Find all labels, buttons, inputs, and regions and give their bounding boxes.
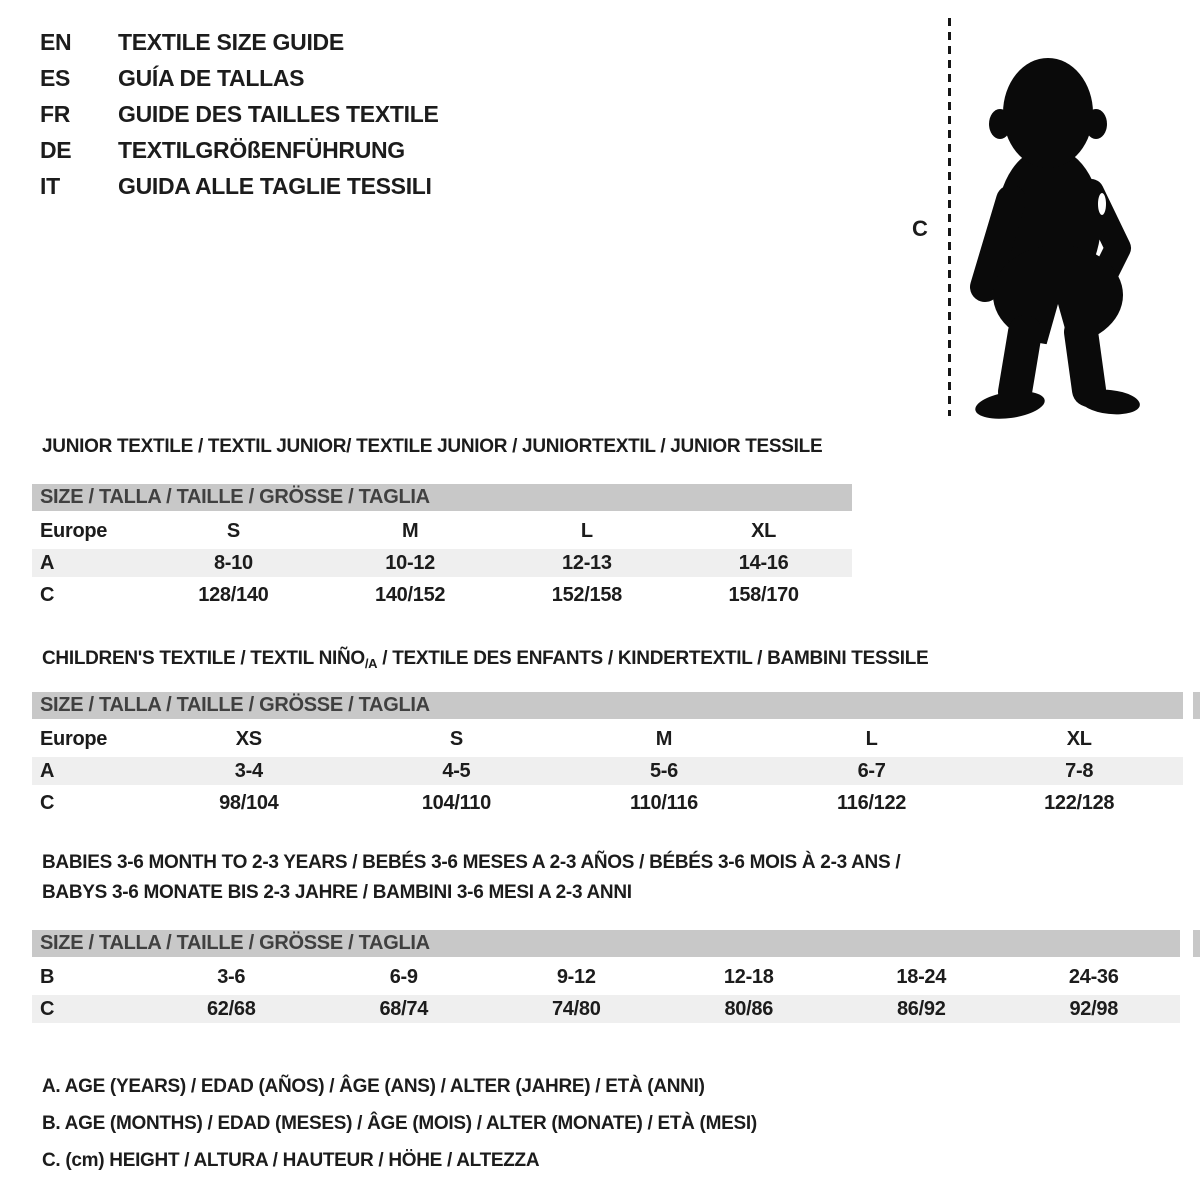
size-table-header: SIZE / TALLA / TAILLE / GRÖSSE / TAGLIA <box>32 484 852 511</box>
children-heading-sub: /A <box>364 656 378 671</box>
language-code: IT <box>40 172 60 199</box>
children-size-table <box>32 692 1183 817</box>
legend-line-c: C. (cm) HEIGHT / ALTURA / HAUTEUR / HÖHE / ALTEZZA <box>42 1150 540 1171</box>
value-cell: 10-12 <box>385 552 435 574</box>
value-cell: 4-5 <box>442 760 471 782</box>
size-cell: L <box>865 728 878 750</box>
value-cell: 128/140 <box>198 584 269 606</box>
table-row <box>32 725 1183 753</box>
language-title-list <box>40 24 439 204</box>
table-row <box>32 995 1180 1023</box>
size-cell: S <box>449 728 463 750</box>
table-row <box>32 963 1180 991</box>
row-label: A <box>40 760 55 782</box>
row-label: C <box>40 998 55 1020</box>
value-cell: 152/158 <box>551 584 622 606</box>
language-row <box>40 60 439 96</box>
measure-label-c: C <box>912 216 928 241</box>
children-heading-pre: CHILDREN'S TEXTILE / TEXTIL NIÑO <box>42 648 365 669</box>
size-cell: XL <box>1066 728 1092 750</box>
language-title: TEXTILE SIZE GUIDE <box>118 28 344 55</box>
table-row <box>32 581 852 609</box>
value-cell: 6-9 <box>389 966 418 988</box>
size-cell: XS <box>235 728 262 750</box>
language-code: EN <box>40 28 72 55</box>
table-row <box>32 757 1183 785</box>
size-cell: M <box>655 728 673 750</box>
row-label: A <box>40 552 55 574</box>
babies-size-table <box>32 930 1180 1023</box>
babies-section-heading-line2: BABYS 3-6 MONATE BIS 2-3 JAHRE / BAMBINI 3-6 MESI A 2-3 ANNI <box>42 882 632 903</box>
junior-size-table <box>32 484 852 609</box>
row-label: C <box>40 792 55 814</box>
junior-section-heading: JUNIOR TEXTILE / TEXTIL JUNIOR/ TEXTILE JUNIOR / JUNIORTEXTIL / JUNIOR TESSILE <box>42 436 823 457</box>
value-cell: 140/152 <box>375 584 446 606</box>
row-label: Europe <box>40 728 108 750</box>
row-label: C <box>40 584 55 606</box>
language-code: FR <box>40 100 71 127</box>
children-heading-post: / TEXTILE DES ENFANTS / KINDERTEXTIL / BAMBINI TESSILE <box>377 648 929 669</box>
height-measure-dashed-line <box>948 18 951 416</box>
language-code: DE <box>40 136 72 163</box>
language-title: GUÍA DE TALLAS <box>118 64 305 91</box>
value-cell: 116/122 <box>837 792 907 814</box>
language-title: GUIDE DES TAILLES TEXTILE <box>118 100 439 127</box>
value-cell: 5-6 <box>649 760 678 782</box>
babies-section-heading-line1: BABIES 3-6 MONTH TO 2-3 YEARS / BEBÉS 3-6 MESES A 2-3 AÑOS / BÉBÉS 3-6 MOIS À 2-3 ANS / <box>42 852 901 873</box>
table-edge-sliver <box>1193 692 1200 719</box>
language-row <box>40 24 439 60</box>
value-cell: 3-6 <box>217 966 246 988</box>
language-code: ES <box>40 64 71 91</box>
value-cell: 6-7 <box>857 760 886 782</box>
value-cell: 12-13 <box>562 552 612 574</box>
value-cell: 62/68 <box>206 998 256 1020</box>
language-row <box>40 96 439 132</box>
size-table-header: SIZE / TALLA / TAILLE / GRÖSSE / TAGLIA <box>32 692 1183 719</box>
size-cell: S <box>226 520 240 542</box>
table-row <box>32 549 852 577</box>
value-cell: 158/170 <box>728 584 799 606</box>
value-cell: 110/116 <box>629 792 698 814</box>
value-cell: 18-24 <box>896 966 947 988</box>
value-cell: 24-36 <box>1068 966 1119 988</box>
legend-line-b: B. AGE (MONTHS) / EDAD (MESES) / ÂGE (MOIS) / ALTER (MONATE) / ETÀ (MESI) <box>42 1113 757 1134</box>
language-row <box>40 168 439 204</box>
value-cell: 80/86 <box>724 998 774 1020</box>
table-edge-sliver <box>1193 930 1200 957</box>
row-label: Europe <box>40 520 108 542</box>
value-cell: 8-10 <box>213 552 253 574</box>
size-cell: L <box>580 520 593 542</box>
size-cell: XL <box>751 520 777 542</box>
measurement-legend <box>42 1068 757 1179</box>
value-cell: 104/110 <box>421 792 491 814</box>
children-section-heading <box>42 648 928 670</box>
language-title: GUIDA ALLE TAGLIE TESSILI <box>118 172 432 199</box>
language-title: TEXTILGRÖßENFÜHRUNG <box>118 136 405 163</box>
value-cell: 14-16 <box>738 552 789 574</box>
value-cell: 122/128 <box>1044 792 1115 814</box>
value-cell: 3-4 <box>234 760 263 782</box>
value-cell: 74/80 <box>551 998 601 1020</box>
row-label: B <box>40 966 55 988</box>
value-cell: 68/74 <box>379 998 429 1020</box>
language-row <box>40 132 439 168</box>
value-cell: 7-8 <box>1065 760 1094 782</box>
value-cell: 86/92 <box>896 998 946 1020</box>
toddler-silhouette-icon <box>963 52 1143 424</box>
value-cell: 92/98 <box>1069 998 1119 1020</box>
size-cell: M <box>401 520 419 542</box>
legend-line-a: A. AGE (YEARS) / EDAD (AÑOS) / ÂGE (ANS) / ALTER (JAHRE) / ETÀ (ANNI) <box>42 1076 705 1097</box>
value-cell: 98/104 <box>219 792 279 814</box>
table-row <box>32 789 1183 817</box>
value-cell: 9-12 <box>556 966 596 988</box>
value-cell: 12-18 <box>723 966 774 988</box>
table-row <box>32 517 852 545</box>
size-table-header: SIZE / TALLA / TAILLE / GRÖSSE / TAGLIA <box>32 930 1180 957</box>
